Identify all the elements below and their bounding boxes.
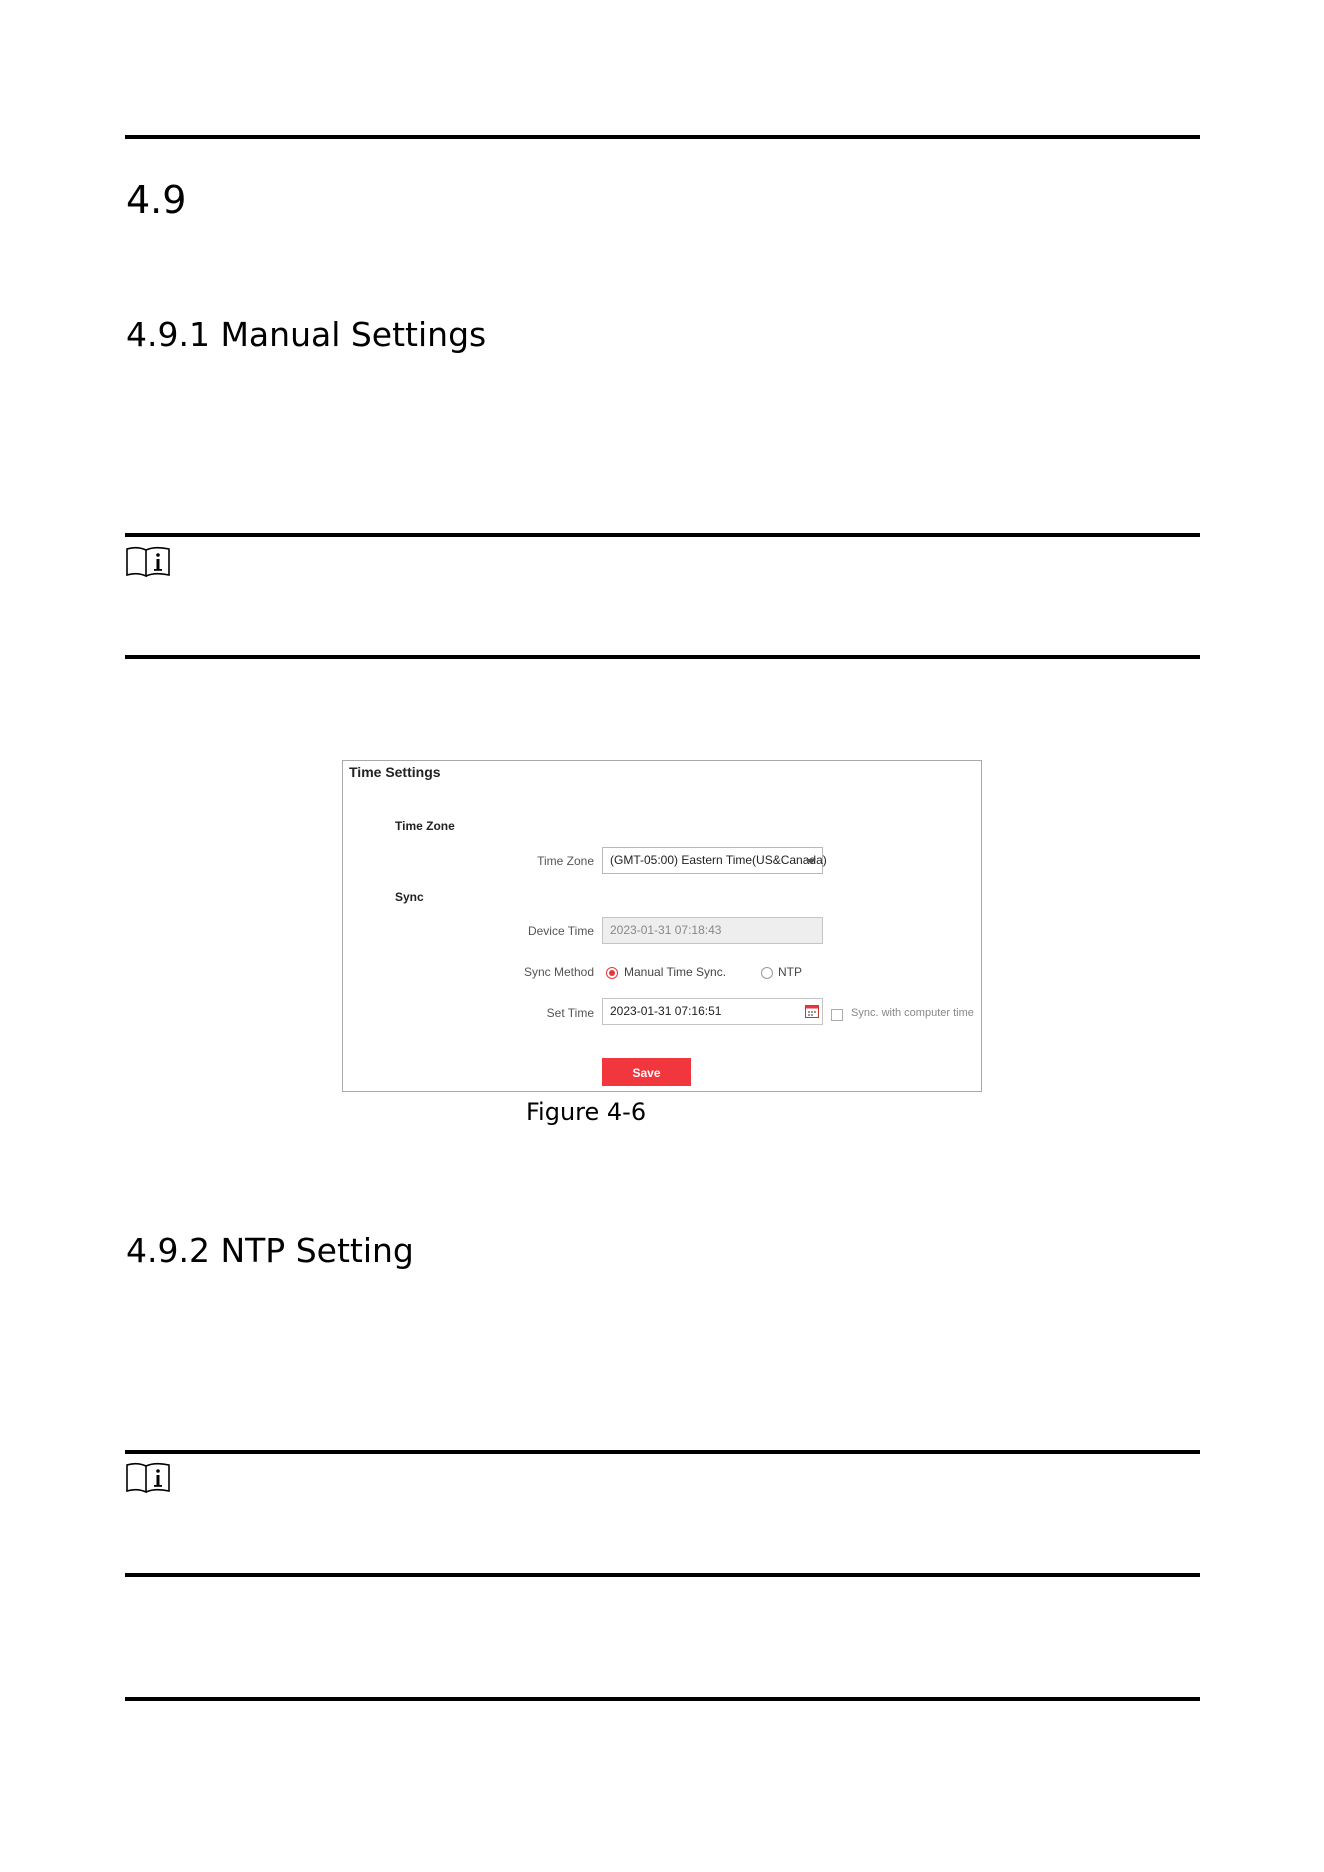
set-time-label: Set Time [546, 1006, 594, 1020]
ntp-radio[interactable] [761, 967, 773, 979]
figure-caption: Figure 4-6 [526, 1098, 647, 1126]
sync-computer-checkbox[interactable] [831, 1009, 843, 1021]
note2-top-rule [125, 1450, 1200, 1454]
footer-rule [125, 1697, 1200, 1701]
set-time-field[interactable] [602, 998, 823, 1025]
note-top-rule [125, 533, 1200, 537]
header-rule [125, 135, 1200, 139]
time-settings-panel [342, 760, 982, 1092]
set-time-value: 2023-01-31 07:16:51 [610, 1004, 722, 1018]
note-info-icon [125, 1461, 171, 1495]
note-info-icon [125, 545, 171, 579]
subsection-heading-ntp: 4.9.2 NTP Setting [126, 1231, 414, 1270]
sync-method-label: Sync Method [523, 965, 594, 979]
time-zone-group-title: Time Zone [395, 819, 455, 833]
device-time-field: 2023-01-31 07:18:43 [602, 917, 823, 944]
calendar-icon[interactable] [805, 1004, 819, 1018]
save-button[interactable]: Save [602, 1058, 691, 1086]
time-zone-select[interactable] [602, 847, 827, 874]
chevron-down-icon [806, 859, 816, 864]
device-time-label: Device Time [527, 924, 594, 938]
panel-title: Time Settings [349, 764, 441, 780]
section-number: 4.9 [126, 178, 187, 222]
manual-sync-radio[interactable] [606, 967, 618, 979]
time-zone-label: Time Zone [537, 854, 594, 868]
manual-sync-label[interactable]: Manual Time Sync. [624, 965, 727, 979]
sync-computer-label[interactable]: Sync. with computer time [851, 1007, 974, 1019]
sync-group-title: Sync [395, 890, 424, 904]
subsection-heading-manual: 4.9.1 Manual Settings [126, 315, 487, 354]
note-bottom-rule [125, 655, 1200, 659]
time-zone-value: (GMT-05:00) Eastern Time(US&Canada) [610, 853, 827, 867]
ntp-label[interactable]: NTP [778, 965, 802, 979]
note2-bottom-rule [125, 1573, 1200, 1577]
